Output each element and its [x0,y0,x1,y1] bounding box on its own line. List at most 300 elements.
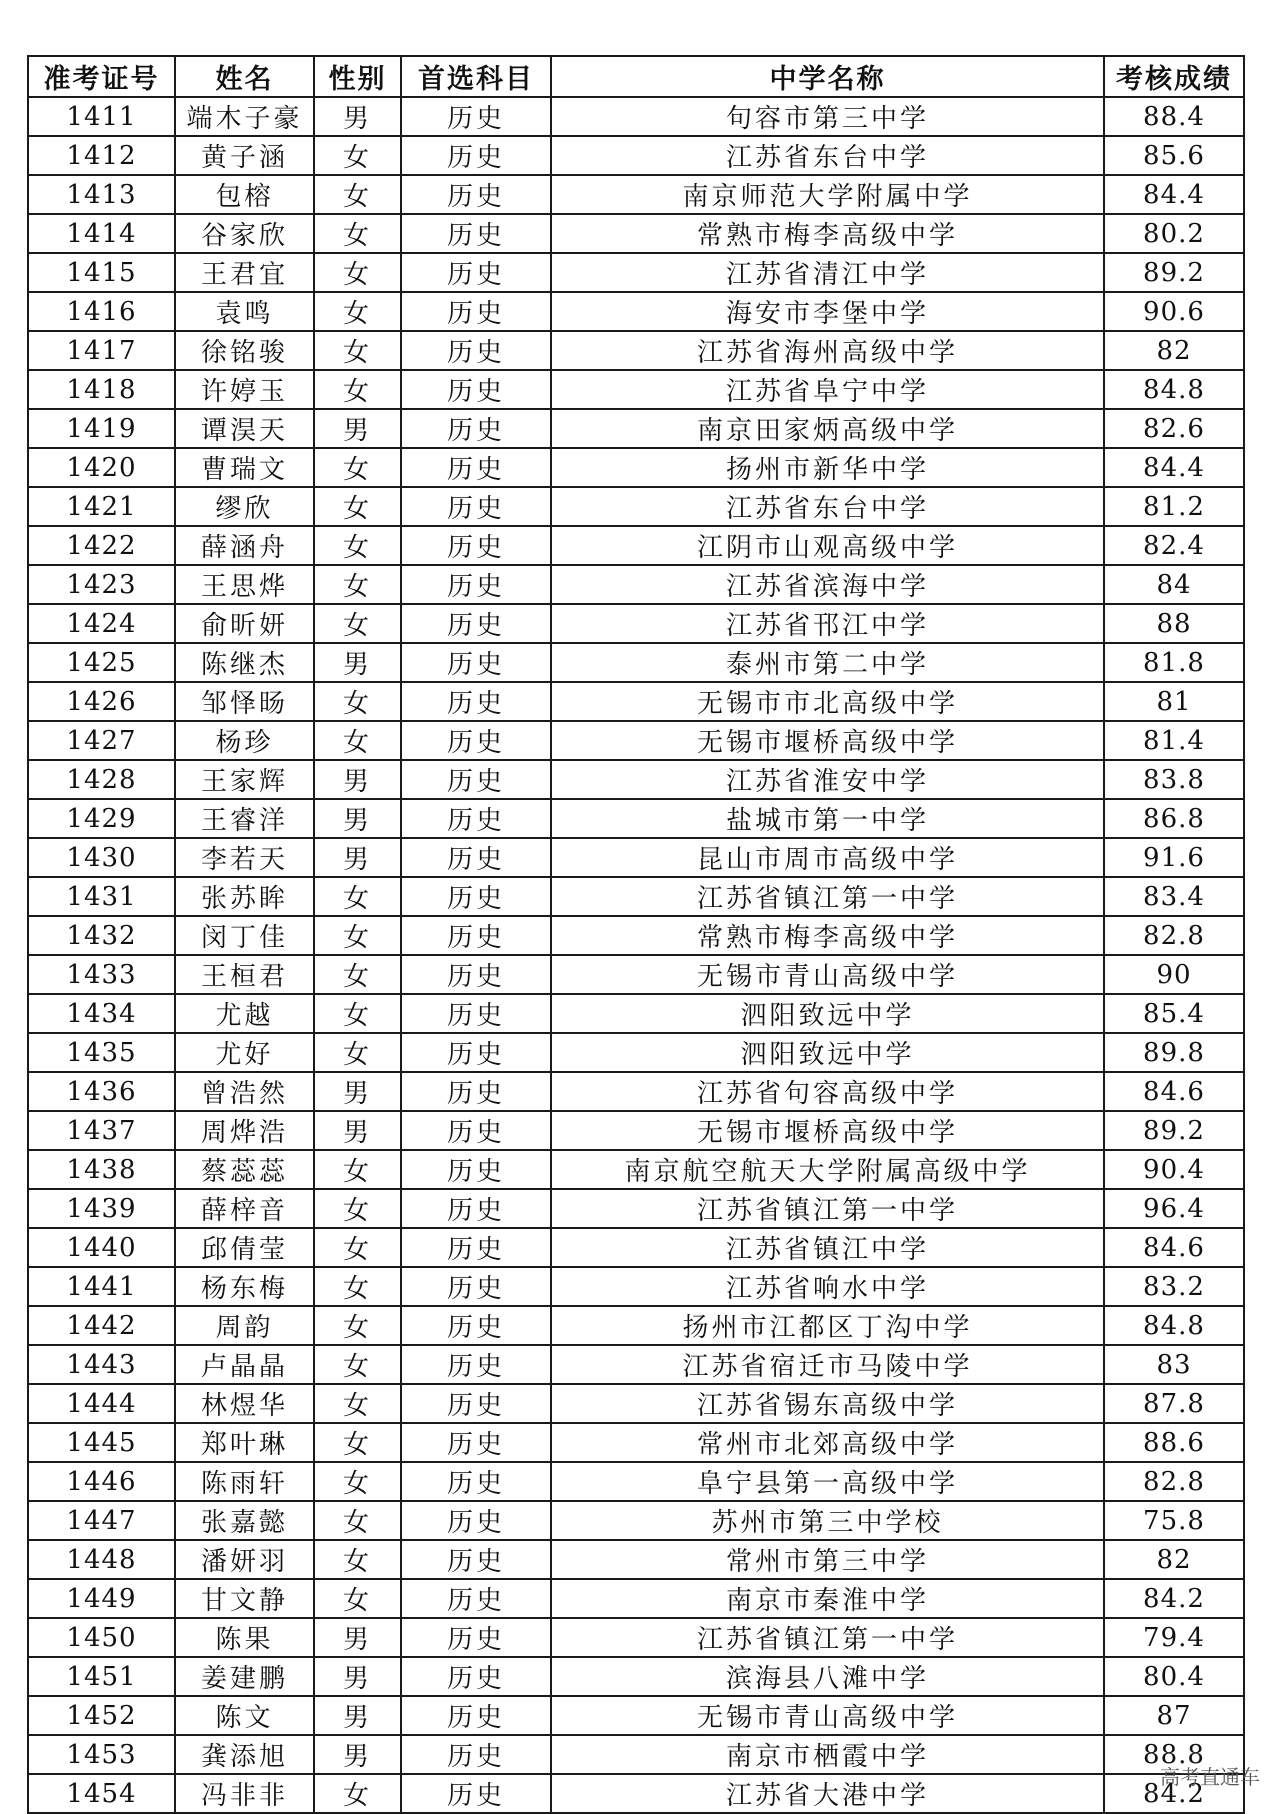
school-cell: 泰州市第二中学 [551,643,1104,682]
score-cell: 80.4 [1104,1657,1244,1696]
gender-cell: 女 [314,1501,401,1540]
score-cell: 90.6 [1104,292,1244,331]
school-cell: 南京田家炳高级中学 [551,409,1104,448]
subject-cell: 历史 [401,1696,551,1735]
score-cell: 84.4 [1104,448,1244,487]
table-row [28,1735,1244,1774]
table-row [28,1540,1244,1579]
exam-id-cell: 1437 [28,1111,175,1150]
name-cell: 曹瑞文 [175,448,314,487]
name-cell: 周烨浩 [175,1111,314,1150]
exam-id-cell: 1422 [28,526,175,565]
score-cell: 84.2 [1104,1774,1244,1813]
school-cell: 江苏省锡东高级中学 [551,1384,1104,1423]
exam-id-cell: 1425 [28,643,175,682]
score-cell: 84 [1104,565,1244,604]
subject-cell: 历史 [401,1267,551,1306]
table-row [28,877,1244,916]
school-cell: 江苏省滨海中学 [551,565,1104,604]
exam-id-cell: 1445 [28,1423,175,1462]
table-row [28,1150,1244,1189]
name-cell: 杨东梅 [175,1267,314,1306]
table-row [28,1657,1244,1696]
name-cell: 周韵 [175,1306,314,1345]
gender-cell: 女 [314,1150,401,1189]
score-cell: 75.8 [1104,1501,1244,1540]
name-cell: 缪欣 [175,487,314,526]
table-row [28,1423,1244,1462]
table-row [28,1618,1244,1657]
gender-cell: 女 [314,331,401,370]
subject-cell: 历史 [401,1345,551,1384]
score-cell: 83.2 [1104,1267,1244,1306]
subject-cell: 历史 [401,1306,551,1345]
name-cell: 邱倩莹 [175,1228,314,1267]
subject-cell: 历史 [401,253,551,292]
name-cell: 王睿洋 [175,799,314,838]
name-cell: 姜建鹏 [175,1657,314,1696]
score-cell: 80.2 [1104,214,1244,253]
exam-id-cell: 1417 [28,331,175,370]
name-cell: 郑叶琳 [175,1423,314,1462]
exam-id-cell: 1424 [28,604,175,643]
name-cell: 陈雨轩 [175,1462,314,1501]
exam-id-cell: 1448 [28,1540,175,1579]
school-cell: 江苏省邗江中学 [551,604,1104,643]
school-cell: 江苏省响水中学 [551,1267,1104,1306]
gender-cell: 男 [314,760,401,799]
table-row [28,1306,1244,1345]
subject-cell: 历史 [401,526,551,565]
subject-cell: 历史 [401,331,551,370]
subject-cell: 历史 [401,487,551,526]
header-name: 姓名 [175,56,314,97]
exam-id-cell: 1428 [28,760,175,799]
score-cell: 87.8 [1104,1384,1244,1423]
table-row [28,1267,1244,1306]
subject-cell: 历史 [401,799,551,838]
school-cell: 江苏省镇江第一中学 [551,1189,1104,1228]
school-cell: 常熟市梅李高级中学 [551,916,1104,955]
exam-id-cell: 1419 [28,409,175,448]
name-cell: 包榕 [175,175,314,214]
table-row [28,409,1244,448]
score-cell: 84.6 [1104,1228,1244,1267]
name-cell: 许婷玉 [175,370,314,409]
school-cell: 江苏省东台中学 [551,487,1104,526]
name-cell: 陈文 [175,1696,314,1735]
gender-cell: 女 [314,682,401,721]
score-cell: 82 [1104,331,1244,370]
name-cell: 王桓君 [175,955,314,994]
subject-cell: 历史 [401,955,551,994]
exam-id-cell: 1413 [28,175,175,214]
table-row [28,1111,1244,1150]
exam-id-cell: 1430 [28,838,175,877]
exam-id-cell: 1447 [28,1501,175,1540]
gender-cell: 女 [314,1345,401,1384]
table-row [28,448,1244,487]
subject-cell: 历史 [401,1033,551,1072]
gender-cell: 女 [314,721,401,760]
gender-cell: 男 [314,799,401,838]
gender-cell: 女 [314,1579,401,1618]
exam-id-cell: 1420 [28,448,175,487]
name-cell: 袁鸣 [175,292,314,331]
score-cell: 82.8 [1104,1462,1244,1501]
gender-cell: 女 [314,565,401,604]
table-row [28,292,1244,331]
name-cell: 谭淏天 [175,409,314,448]
school-cell: 苏州市第三中学校 [551,1501,1104,1540]
exam-id-cell: 1439 [28,1189,175,1228]
exam-id-cell: 1454 [28,1774,175,1813]
table-row [28,1462,1244,1501]
gender-cell: 女 [314,1423,401,1462]
school-cell: 江苏省阜宁中学 [551,370,1104,409]
gender-cell: 女 [314,526,401,565]
gender-cell: 女 [314,175,401,214]
table-row [28,1345,1244,1384]
gender-cell: 男 [314,1618,401,1657]
subject-cell: 历史 [401,1657,551,1696]
school-cell: 常熟市梅李高级中学 [551,214,1104,253]
school-cell: 无锡市市北高级中学 [551,682,1104,721]
score-cell: 91.6 [1104,838,1244,877]
school-cell: 南京航空航天大学附属高级中学 [551,1150,1104,1189]
score-cell: 79.4 [1104,1618,1244,1657]
subject-cell: 历史 [401,1384,551,1423]
score-cell: 86.8 [1104,799,1244,838]
school-cell: 常州市北郊高级中学 [551,1423,1104,1462]
school-cell: 常州市第三中学 [551,1540,1104,1579]
subject-cell: 历史 [401,1501,551,1540]
score-cell: 90.4 [1104,1150,1244,1189]
exam-id-cell: 1426 [28,682,175,721]
score-cell: 84.2 [1104,1579,1244,1618]
score-cell: 90 [1104,955,1244,994]
gender-cell: 女 [314,955,401,994]
name-cell: 端木子豪 [175,97,314,136]
score-cell: 89.2 [1104,1111,1244,1150]
gender-cell: 女 [314,1033,401,1072]
score-cell: 85.4 [1104,994,1244,1033]
subject-cell: 历史 [401,1111,551,1150]
name-cell: 尤好 [175,1033,314,1072]
table-row [28,799,1244,838]
name-cell: 龚添旭 [175,1735,314,1774]
exam-id-cell: 1415 [28,253,175,292]
exam-id-cell: 1436 [28,1072,175,1111]
name-cell: 冯非非 [175,1774,314,1813]
exam-id-cell: 1414 [28,214,175,253]
score-cell: 83.4 [1104,877,1244,916]
exam-id-cell: 1434 [28,994,175,1033]
table-row [28,721,1244,760]
exam-id-cell: 1440 [28,1228,175,1267]
exam-id-cell: 1435 [28,1033,175,1072]
subject-cell: 历史 [401,877,551,916]
gender-cell: 男 [314,1657,401,1696]
school-cell: 滨海县八滩中学 [551,1657,1104,1696]
score-cell: 84.6 [1104,1072,1244,1111]
name-cell: 陈果 [175,1618,314,1657]
table-row [28,1384,1244,1423]
exam-id-cell: 1441 [28,1267,175,1306]
score-cell: 84.8 [1104,370,1244,409]
exam-id-cell: 1450 [28,1618,175,1657]
school-cell: 无锡市青山高级中学 [551,1696,1104,1735]
subject-cell: 历史 [401,1774,551,1813]
school-cell: 盐城市第一中学 [551,799,1104,838]
school-cell: 无锡市堰桥高级中学 [551,1111,1104,1150]
school-cell: 江苏省淮安中学 [551,760,1104,799]
gender-cell: 男 [314,838,401,877]
score-cell: 81.4 [1104,721,1244,760]
score-cell: 81.2 [1104,487,1244,526]
exam-id-cell: 1429 [28,799,175,838]
subject-cell: 历史 [401,1540,551,1579]
score-cell: 81.8 [1104,643,1244,682]
subject-cell: 历史 [401,448,551,487]
gender-cell: 女 [314,370,401,409]
gender-cell: 女 [314,1774,401,1813]
exam-id-cell: 1411 [28,97,175,136]
table-row [28,370,1244,409]
exam-id-cell: 1431 [28,877,175,916]
table-row [28,1696,1244,1735]
gender-cell: 女 [314,292,401,331]
subject-cell: 历史 [401,175,551,214]
school-cell: 江苏省镇江中学 [551,1228,1104,1267]
gender-cell: 男 [314,409,401,448]
header-gender: 性别 [314,56,401,97]
table-row [28,1579,1244,1618]
gender-cell: 女 [314,994,401,1033]
subject-cell: 历史 [401,721,551,760]
name-cell: 林煜华 [175,1384,314,1423]
gender-cell: 女 [314,214,401,253]
subject-cell: 历史 [401,1618,551,1657]
school-cell: 江阴市山观高级中学 [551,526,1104,565]
exam-id-cell: 1438 [28,1150,175,1189]
school-cell: 江苏省海州高级中学 [551,331,1104,370]
gender-cell: 女 [314,877,401,916]
gender-cell: 女 [314,253,401,292]
score-cell: 88.6 [1104,1423,1244,1462]
exam-id-cell: 1433 [28,955,175,994]
score-cell: 88.8 [1104,1735,1244,1774]
subject-cell: 历史 [401,760,551,799]
name-cell: 薛梓音 [175,1189,314,1228]
subject-cell: 历史 [401,916,551,955]
exam-id-cell: 1451 [28,1657,175,1696]
school-cell: 江苏省句容高级中学 [551,1072,1104,1111]
subject-cell: 历史 [401,370,551,409]
school-cell: 扬州市江都区丁沟中学 [551,1306,1104,1345]
score-cell: 81 [1104,682,1244,721]
header-school: 中学名称 [551,56,1104,97]
school-cell: 海安市李堡中学 [551,292,1104,331]
exam-id-cell: 1432 [28,916,175,955]
score-cell: 87 [1104,1696,1244,1735]
score-cell: 82 [1104,1540,1244,1579]
name-cell: 张苏眸 [175,877,314,916]
score-sheet [27,55,1243,1814]
exam-id-cell: 1412 [28,136,175,175]
gender-cell: 男 [314,643,401,682]
exam-id-cell: 1421 [28,487,175,526]
school-cell: 江苏省清江中学 [551,253,1104,292]
exam-id-cell: 1449 [28,1579,175,1618]
gender-cell: 男 [314,1072,401,1111]
school-cell: 无锡市青山高级中学 [551,955,1104,994]
subject-cell: 历史 [401,643,551,682]
table-row [28,1501,1244,1540]
school-cell: 泗阳致远中学 [551,994,1104,1033]
school-cell: 江苏省宿迁市马陵中学 [551,1345,1104,1384]
header-exam-id: 准考证号 [28,56,175,97]
score-table [27,55,1245,1814]
name-cell: 李若天 [175,838,314,877]
exam-id-cell: 1453 [28,1735,175,1774]
name-cell: 薛涵舟 [175,526,314,565]
subject-cell: 历史 [401,604,551,643]
exam-id-cell: 1452 [28,1696,175,1735]
name-cell: 闵丁佳 [175,916,314,955]
subject-cell: 历史 [401,1462,551,1501]
header-score: 考核成绩 [1104,56,1244,97]
name-cell: 王思烨 [175,565,314,604]
school-cell: 南京市栖霞中学 [551,1735,1104,1774]
school-cell: 昆山市周市高级中学 [551,838,1104,877]
gender-cell: 女 [314,136,401,175]
table-row [28,1774,1244,1813]
school-cell: 江苏省大港中学 [551,1774,1104,1813]
table-row [28,253,1244,292]
name-cell: 黄子涵 [175,136,314,175]
score-cell: 96.4 [1104,1189,1244,1228]
exam-id-cell: 1418 [28,370,175,409]
name-cell: 陈继杰 [175,643,314,682]
gender-cell: 女 [314,604,401,643]
table-row [28,487,1244,526]
table-row [28,838,1244,877]
school-cell: 句容市第三中学 [551,97,1104,136]
subject-cell: 历史 [401,1189,551,1228]
exam-id-cell: 1423 [28,565,175,604]
score-cell: 84.8 [1104,1306,1244,1345]
table-row [28,175,1244,214]
name-cell: 杨珍 [175,721,314,760]
subject-cell: 历史 [401,1228,551,1267]
school-cell: 江苏省东台中学 [551,136,1104,175]
exam-id-cell: 1444 [28,1384,175,1423]
name-cell: 曾浩然 [175,1072,314,1111]
name-cell: 潘妍羽 [175,1540,314,1579]
subject-cell: 历史 [401,1423,551,1462]
score-cell: 84.4 [1104,175,1244,214]
score-cell: 83 [1104,1345,1244,1384]
gender-cell: 男 [314,1696,401,1735]
gender-cell: 女 [314,448,401,487]
name-cell: 张嘉懿 [175,1501,314,1540]
table-row [28,955,1244,994]
subject-cell: 历史 [401,214,551,253]
score-cell: 82.6 [1104,409,1244,448]
gender-cell: 男 [314,1111,401,1150]
subject-cell: 历史 [401,1072,551,1111]
score-cell: 85.6 [1104,136,1244,175]
subject-cell: 历史 [401,1735,551,1774]
table-row [28,643,1244,682]
gender-cell: 男 [314,1735,401,1774]
gender-cell: 女 [314,1189,401,1228]
score-cell: 88 [1104,604,1244,643]
school-cell: 南京市秦淮中学 [551,1579,1104,1618]
name-cell: 尤越 [175,994,314,1033]
name-cell: 甘文静 [175,1579,314,1618]
name-cell: 俞昕妍 [175,604,314,643]
subject-cell: 历史 [401,292,551,331]
subject-cell: 历史 [401,994,551,1033]
gender-cell: 女 [314,1384,401,1423]
school-cell: 阜宁县第一高级中学 [551,1462,1104,1501]
table-row [28,214,1244,253]
school-cell: 泗阳致远中学 [551,1033,1104,1072]
gender-cell: 女 [314,487,401,526]
exam-id-cell: 1427 [28,721,175,760]
school-cell: 扬州市新华中学 [551,448,1104,487]
subject-cell: 历史 [401,838,551,877]
score-cell: 88.4 [1104,97,1244,136]
table-row [28,1228,1244,1267]
gender-cell: 女 [314,1228,401,1267]
table-row [28,760,1244,799]
name-cell: 王家辉 [175,760,314,799]
table-row [28,97,1244,136]
exam-id-cell: 1443 [28,1345,175,1384]
table-row [28,916,1244,955]
table-row [28,565,1244,604]
table-row [28,136,1244,175]
table-row [28,331,1244,370]
score-cell: 89.8 [1104,1033,1244,1072]
table-row [28,1033,1244,1072]
gender-cell: 女 [314,916,401,955]
subject-cell: 历史 [401,1579,551,1618]
exam-id-cell: 1446 [28,1462,175,1501]
name-cell: 谷家欣 [175,214,314,253]
table-row [28,1189,1244,1228]
table-row [28,604,1244,643]
subject-cell: 历史 [401,1150,551,1189]
score-cell: 89.2 [1104,253,1244,292]
gender-cell: 女 [314,1267,401,1306]
name-cell: 蔡蕊蕊 [175,1150,314,1189]
exam-id-cell: 1416 [28,292,175,331]
score-cell: 82.4 [1104,526,1244,565]
name-cell: 王君宜 [175,253,314,292]
name-cell: 邹怿旸 [175,682,314,721]
header-subject: 首选科目 [401,56,551,97]
score-cell: 83.8 [1104,760,1244,799]
watermark: 高考直通车 [1160,1765,1260,1789]
subject-cell: 历史 [401,409,551,448]
table-row [28,994,1244,1033]
subject-cell: 历史 [401,682,551,721]
exam-id-cell: 1442 [28,1306,175,1345]
